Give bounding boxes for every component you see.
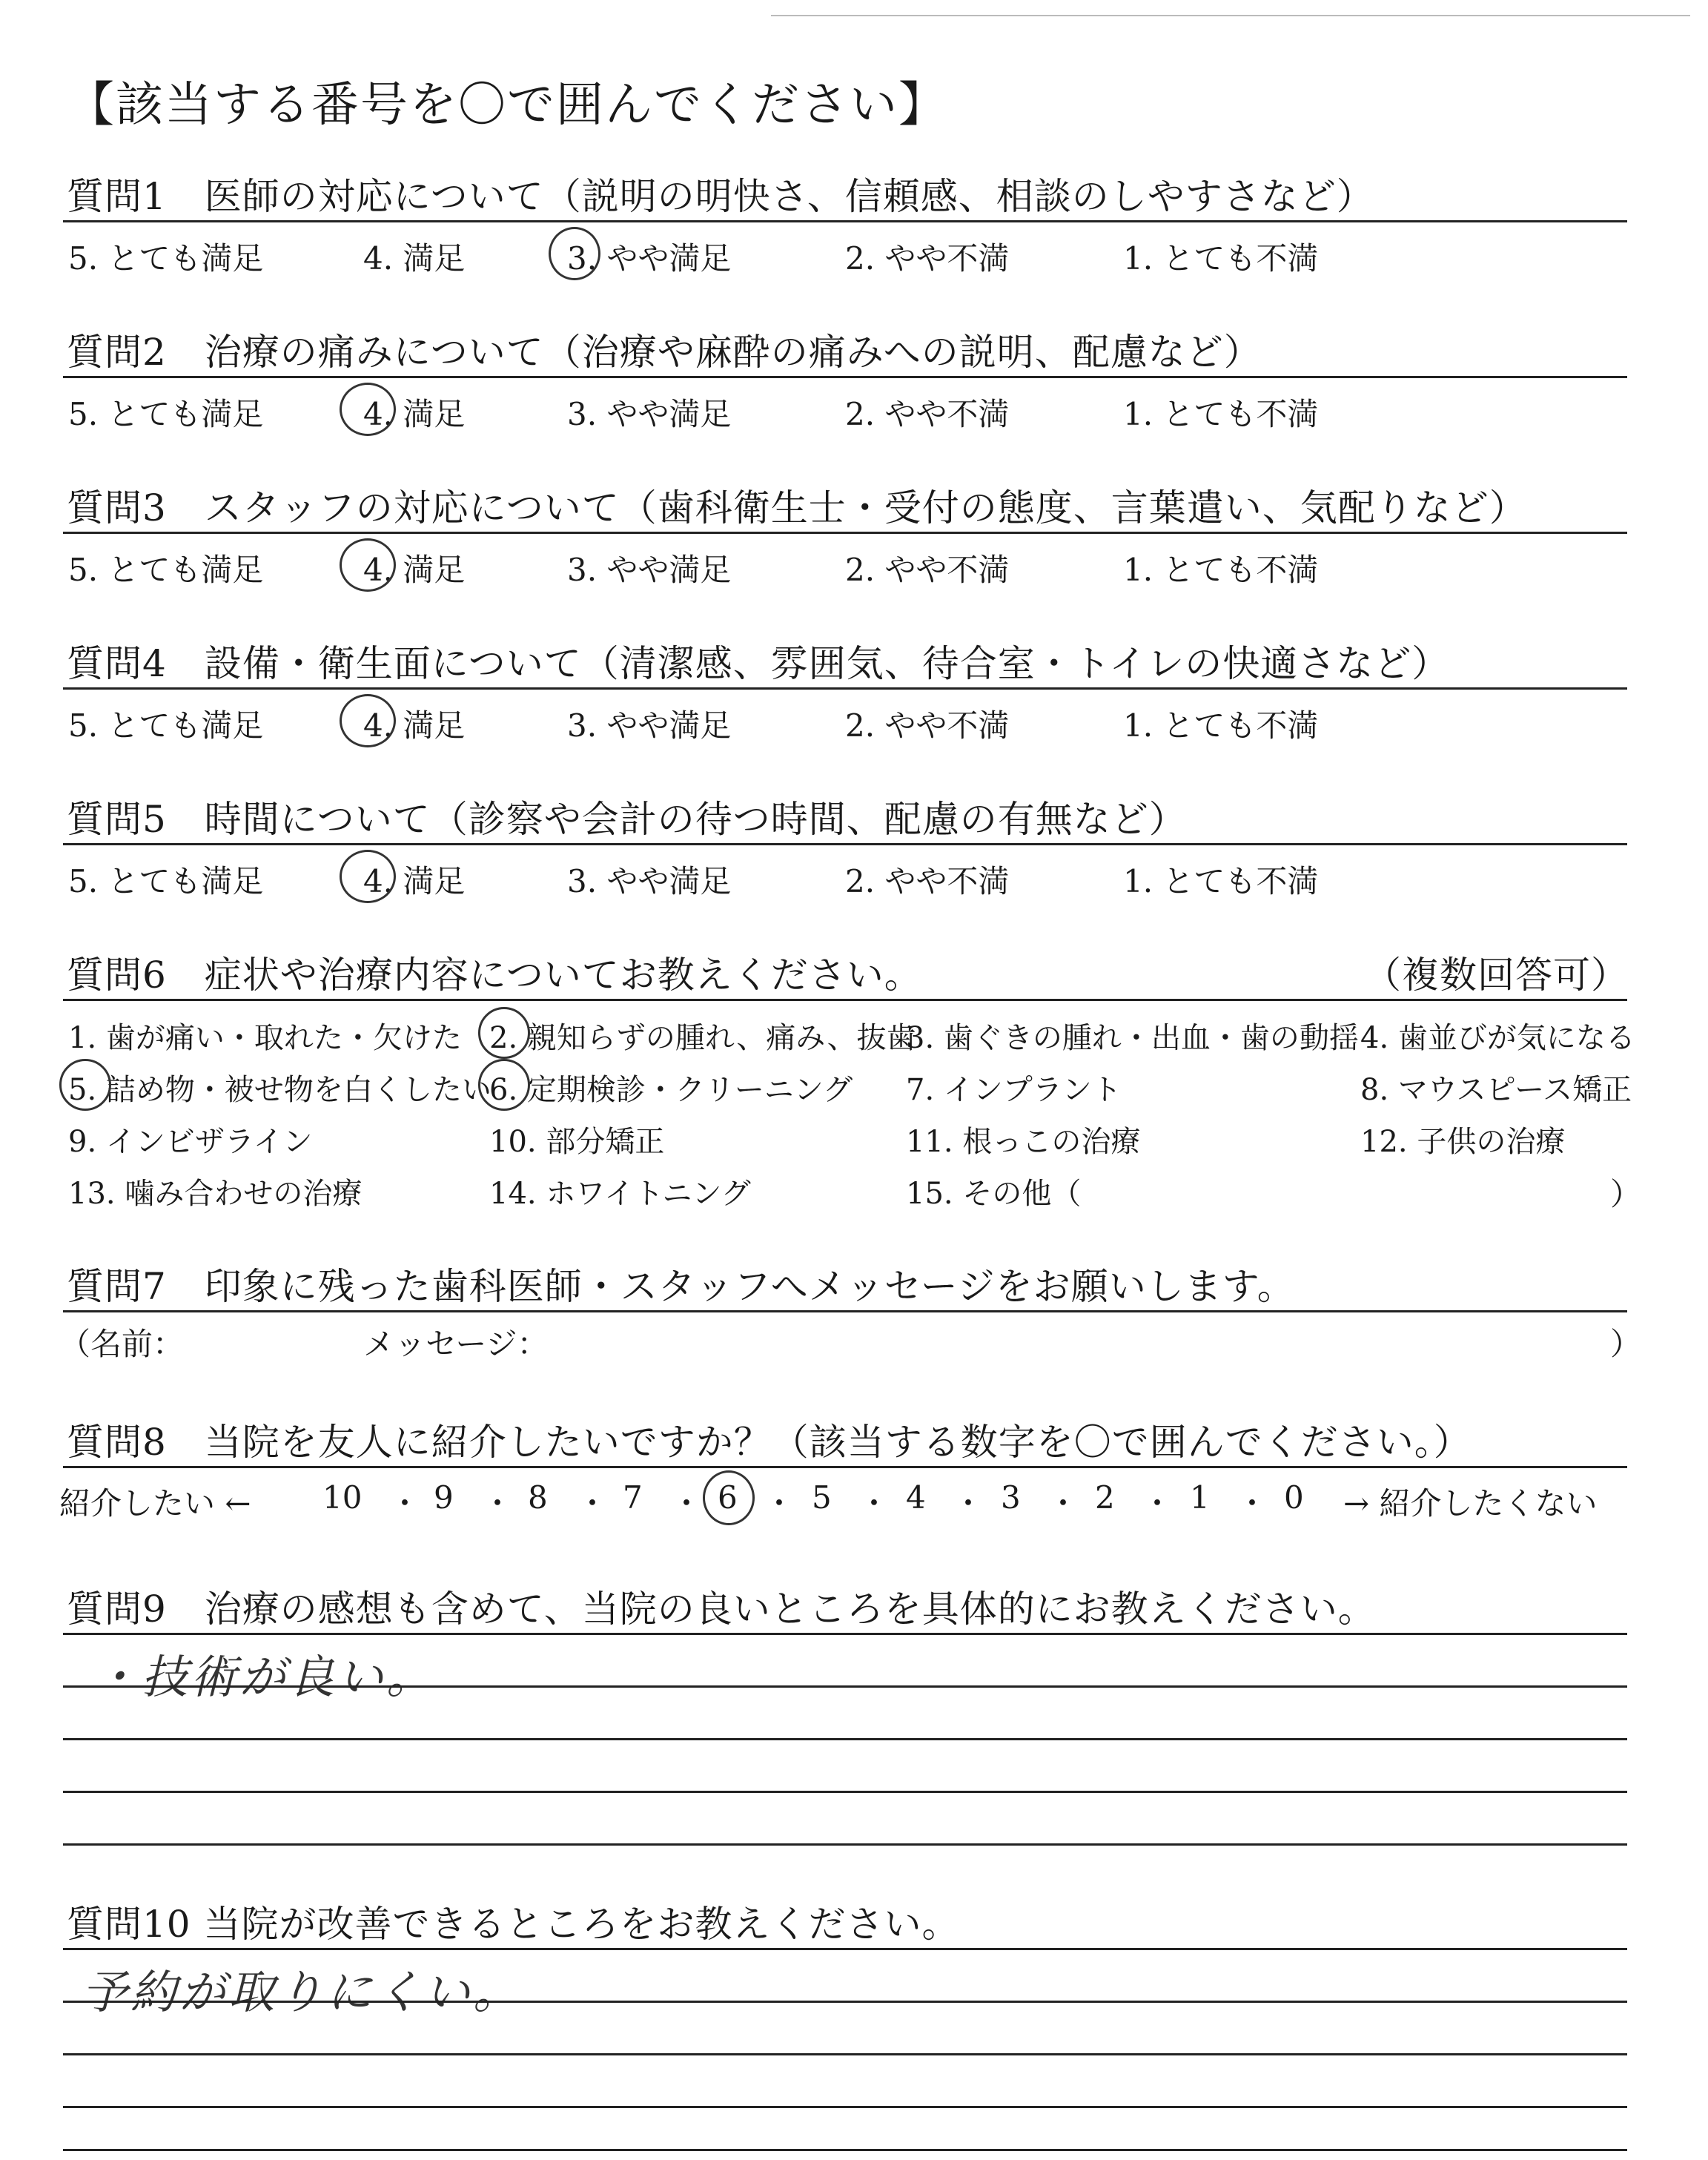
page-title: 【該当する番号を〇で囲んでください】 (67, 78, 947, 133)
answer-line (63, 1633, 1627, 1635)
answer-line (63, 2053, 1627, 2055)
scale-option-4[interactable]: 4 (906, 1479, 926, 1516)
selection-circle (549, 227, 600, 280)
divider (63, 1466, 1627, 1468)
symptom-option[interactable]: 5. 詰め物・被せ物を白くしたい (68, 1073, 491, 1107)
question-title: 質問4 設備・衛生面について（清潔感、雰囲気、待合室・トイレの快適さなど） (67, 642, 1450, 685)
rating-option-4[interactable]: 4. 満足 (363, 396, 466, 432)
symptom-option[interactable]: 1. 歯が痛い・取れた・欠けた (68, 1021, 462, 1055)
question-title: 質問6 症状や治療内容についてお教えください。 (67, 954, 922, 997)
recommend-left-label: 紹介したい ← (59, 1485, 251, 1522)
scale-option-3[interactable]: 3 (1001, 1479, 1021, 1516)
rating-option-5[interactable]: 5. とても満足 (68, 707, 264, 744)
symptom-option[interactable]: 3. 歯ぐきの腫れ・出血・歯の動揺 (906, 1021, 1359, 1055)
scale-separator: ・ (1142, 1485, 1174, 1522)
scale-separator: ・ (1237, 1485, 1268, 1522)
rating-option-2[interactable]: 2. やや不満 (845, 240, 1010, 277)
rating-option-5[interactable]: 5. とても満足 (68, 396, 264, 432)
scan-edge (771, 15, 1690, 16)
rating-option-1[interactable]: 1. とても不満 (1123, 707, 1319, 744)
selection-circle (478, 1007, 530, 1059)
divider (63, 687, 1627, 690)
rating-option-2[interactable]: 2. やや不満 (845, 707, 1010, 744)
close-paren: ） (1610, 1176, 1642, 1212)
divider (63, 999, 1627, 1001)
rating-option-5[interactable]: 5. とても満足 (68, 863, 264, 899)
rating-option-4[interactable]: 4. 満足 (363, 240, 466, 277)
question-title: 質問7 印象に残った歯科医師・スタッフへメッセージをお願いします。 (67, 1265, 1295, 1308)
rating-option-3[interactable]: 3. やや満足 (567, 552, 732, 588)
selection-circle (340, 850, 396, 903)
divider (63, 532, 1627, 534)
name-field-label: （名前： (59, 1326, 185, 1362)
rating-option-5[interactable]: 5. とても満足 (68, 240, 264, 277)
scale-separator: ・ (764, 1485, 795, 1522)
scale-option-1[interactable]: 1 (1190, 1479, 1210, 1516)
symptom-option[interactable]: 4. 歯並びが気になる (1360, 1021, 1635, 1055)
symptom-option[interactable]: 6. 定期検診・クリーニング (489, 1073, 853, 1107)
recommend-right-label: → 紹介したくない (1343, 1485, 1598, 1522)
rating-option-1[interactable]: 1. とても不満 (1123, 863, 1319, 899)
scale-option-7[interactable]: 7 (623, 1479, 643, 1516)
divider (63, 843, 1627, 845)
answer-line (63, 1948, 1627, 1950)
rating-option-2[interactable]: 2. やや不満 (845, 863, 1010, 899)
scale-option-10[interactable]: 10 (322, 1479, 363, 1516)
answer-line (63, 2001, 1627, 2003)
question-title: 質問10 当院が改善できるところをお教えください。 (67, 1903, 960, 1946)
scale-separator: ・ (482, 1485, 514, 1522)
selection-circle (340, 694, 396, 747)
answer-line (63, 1843, 1627, 1846)
question-title: 質問8 当院を友人に紹介したいですか？（該当する数字を〇で囲んでください。） (67, 1421, 1472, 1464)
close-paren: ） (1610, 1326, 1642, 1362)
selection-circle (703, 1470, 755, 1525)
question-title: 質問2 治療の痛みについて（治療や麻酔の痛みへの説明、配慮など） (67, 331, 1262, 374)
message-field-label: メッセージ： (363, 1326, 549, 1362)
symptom-option[interactable]: 12. 子供の治療 (1360, 1125, 1566, 1159)
scale-separator: ・ (858, 1485, 890, 1522)
rating-option-3[interactable]: 3. やや満足 (567, 707, 732, 744)
rating-option-1[interactable]: 1. とても不満 (1123, 240, 1319, 277)
question-title: 質問9 治療の感想も含めて、当院の良いところを具体的にお教えください。 (67, 1588, 1376, 1631)
rating-option-2[interactable]: 2. やや不満 (845, 396, 1010, 432)
rating-option-3[interactable]: 3. やや満足 (567, 240, 732, 277)
rating-option-4[interactable]: 4. 満足 (363, 552, 466, 588)
symptom-option[interactable]: 14. ホワイトニング (489, 1177, 751, 1211)
selection-circle (340, 538, 396, 592)
symptom-option[interactable]: 13. 噛み合わせの治療 (68, 1177, 363, 1211)
selection-circle (478, 1059, 530, 1111)
answer-line (63, 1685, 1627, 1688)
divider (63, 376, 1627, 378)
scale-option-8[interactable]: 8 (528, 1479, 548, 1516)
selection-circle (59, 1059, 111, 1111)
selection-circle (340, 383, 396, 436)
scale-separator: ・ (389, 1485, 421, 1522)
scale-option-6[interactable]: 6 (718, 1479, 738, 1516)
symptom-option[interactable]: 8. マウスピース矯正 (1360, 1073, 1632, 1107)
symptom-option[interactable]: 15. その他（ (906, 1177, 1082, 1211)
rating-option-5[interactable]: 5. とても満足 (68, 552, 264, 588)
scale-option-5[interactable]: 5 (812, 1479, 832, 1516)
symptom-option[interactable]: 7. インプラント (906, 1073, 1122, 1107)
rating-option-4[interactable]: 4. 満足 (363, 863, 466, 899)
divider (63, 1310, 1627, 1312)
rating-option-1[interactable]: 1. とても不満 (1123, 396, 1319, 432)
symptom-option[interactable]: 9. インビザライン (68, 1125, 313, 1159)
scale-separator: ・ (1047, 1485, 1079, 1522)
handwritten-answer: 予約が取りにくい。 (82, 1965, 523, 2019)
rating-option-2[interactable]: 2. やや不満 (845, 552, 1010, 588)
answer-line (63, 2106, 1627, 2108)
scale-option-0[interactable]: 0 (1284, 1479, 1304, 1516)
multiple-answers-note: （複数回答可） (1364, 954, 1629, 997)
symptom-option[interactable]: 10. 部分矯正 (489, 1125, 665, 1159)
scale-option-9[interactable]: 9 (434, 1479, 454, 1516)
answer-line (63, 1791, 1627, 1793)
question-title: 質問5 時間について（診察や会計の待つ時間、配慮の有無など） (67, 798, 1187, 841)
symptom-option[interactable]: 11. 根っこの治療 (906, 1125, 1141, 1159)
divider (63, 220, 1627, 222)
handwritten-answer: ・技術が良い。 (93, 1650, 436, 1704)
answer-line (63, 1738, 1627, 1740)
scale-separator: ・ (671, 1485, 703, 1522)
rating-option-4[interactable]: 4. 満足 (363, 707, 466, 744)
symptom-option[interactable]: 2. 親知らずの腫れ、痛み、抜歯 (489, 1021, 916, 1055)
rating-option-3[interactable]: 3. やや満足 (567, 396, 732, 432)
scale-separator: ・ (577, 1485, 609, 1522)
scale-option-2[interactable]: 2 (1095, 1479, 1115, 1516)
scale-separator: ・ (953, 1485, 984, 1522)
question-title: 質問1 医師の対応について（説明の明快さ、信頼感、相談のしやすさなど） (67, 175, 1374, 218)
question-title: 質問3 スタッフの対応について（歯科衛生士・受付の態度、言葉遣い、気配りなど） (67, 486, 1527, 529)
rating-option-1[interactable]: 1. とても不満 (1123, 552, 1319, 588)
answer-line (63, 2149, 1627, 2151)
rating-option-3[interactable]: 3. やや満足 (567, 863, 732, 899)
